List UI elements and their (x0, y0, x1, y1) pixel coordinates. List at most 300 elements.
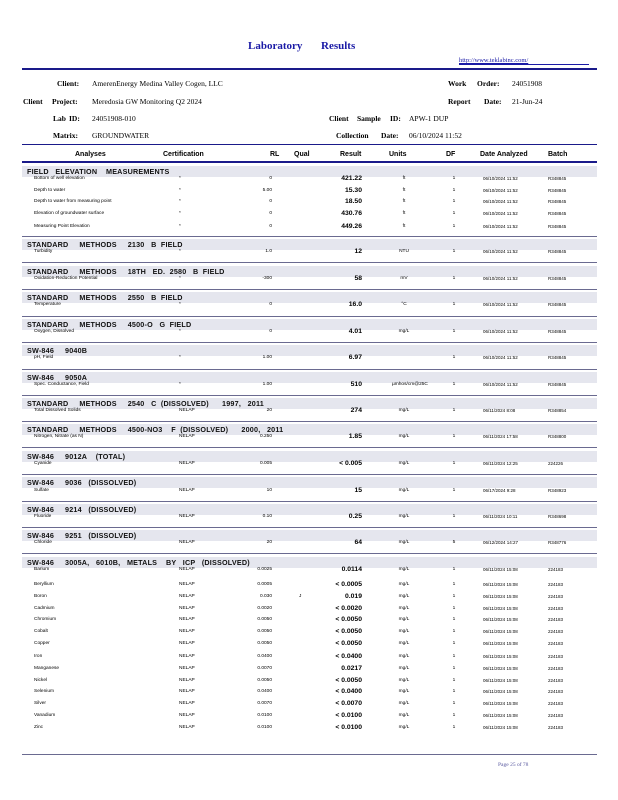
df-cell: 1 (452, 434, 456, 439)
table-row (0, 176, 618, 188)
rl-cell: 0.0050 (257, 629, 272, 634)
table-row (0, 211, 618, 223)
analyte-name: Sulfate (34, 488, 49, 493)
date-analyzed-cell: 06/11/2024 15:08 (483, 689, 518, 694)
rl-cell: 1.00 (262, 382, 272, 387)
table-row (0, 329, 618, 341)
certification-cell: NELAP (179, 461, 195, 466)
collection-date-value: 06/10/2024 11:52 (409, 131, 462, 140)
table-row (0, 725, 618, 737)
result-cell: 0.019 (344, 593, 362, 600)
table-row (0, 199, 618, 211)
table-row (0, 302, 618, 314)
df-cell: 1 (452, 641, 456, 646)
certification-cell: NELAP (179, 434, 195, 439)
batch-cell: 224183 (548, 713, 564, 718)
certification-cell: NELAP (179, 514, 195, 519)
date-analyzed-cell: 06/11/2024 15:08 (483, 629, 518, 634)
analyte-name: Beryllium (34, 582, 54, 587)
date-analyzed-cell: 06/12/2024 14:27 (483, 540, 519, 545)
certification-cell: * (179, 211, 181, 216)
batch-cell: 224183 (548, 606, 564, 611)
client-value: AmerenEnergy Medina Valley Cogen, LLC (92, 79, 223, 88)
rl-cell: 0.0100 (257, 725, 272, 730)
date-analyzed-cell: 06/11/2024 15:08 (483, 641, 518, 646)
col-rl: RL (270, 151, 280, 158)
batch-cell: R348845 (548, 329, 567, 334)
client-sample-label-2: Sample (357, 114, 381, 123)
rl-cell: 0.0050 (257, 617, 272, 622)
batch-cell: R348845 (548, 302, 567, 307)
rl-cell: 20 (266, 408, 272, 413)
units-cell: mg/L (398, 567, 410, 572)
date-analyzed-cell: 06/11/2024 8:08 (483, 408, 516, 413)
table-row (0, 713, 618, 725)
header-top-rule (22, 68, 597, 70)
work-label: Work (448, 79, 467, 88)
certification-cell: NELAP (179, 629, 195, 634)
client-sample-label-1: Client (329, 114, 349, 123)
batch-cell: 224183 (548, 641, 564, 646)
result-cell: 58 (354, 275, 362, 282)
result-cell: 15 (354, 487, 362, 494)
table-row (0, 701, 618, 713)
table-row (0, 408, 618, 420)
batch-cell: R348800 (548, 434, 567, 439)
batch-cell: 224183 (548, 725, 564, 730)
units-cell: mg/L (398, 594, 410, 599)
result-cell: 0.0114 (341, 566, 362, 573)
date-analyzed-cell: 06/10/2024 11:52 (483, 249, 518, 254)
certification-cell: NELAP (179, 689, 195, 694)
client-sample-id-label: ID: (390, 114, 401, 123)
result-cell: 18.50 (344, 198, 362, 205)
date-analyzed-cell: 06/11/2024 12:25 (483, 461, 518, 466)
date-analyzed-cell: 06/10/2024 11:52 (483, 199, 518, 204)
table-row (0, 629, 618, 641)
certification-cell: * (179, 188, 181, 193)
units-cell: ft (402, 188, 406, 193)
rl-cell: 10 (266, 488, 272, 493)
batch-cell: 224226 (548, 461, 564, 466)
certification-cell: * (179, 276, 181, 281)
df-cell: 1 (452, 606, 456, 611)
section-separator (22, 262, 597, 263)
df-cell: 1 (452, 701, 456, 706)
rl-cell: 0 (269, 302, 272, 307)
df-cell: 1 (452, 176, 456, 181)
certification-cell: NELAP (179, 540, 195, 545)
section-separator (22, 421, 597, 422)
certification-cell: * (179, 355, 181, 360)
rl-cell: 0 (269, 176, 272, 181)
date-analyzed-cell: 06/11/2024 15:08 (483, 617, 518, 622)
client-sample-value: APW-1 DUP (409, 114, 449, 123)
df-cell: 1 (452, 408, 456, 413)
certification-cell: * (179, 199, 181, 204)
analyte-name: Nickel (34, 678, 48, 683)
result-cell: 274 (350, 407, 362, 414)
result-cell: < 0.005 (339, 460, 362, 467)
date-analyzed-cell: 06/11/2024 17:58 (483, 434, 518, 439)
table-row (0, 594, 618, 606)
result-cell: < 0.0020 (335, 605, 362, 612)
date-analyzed-cell: 06/11/2024 15:08 (483, 713, 518, 718)
date-analyzed-cell: 06/11/2024 15:08 (483, 666, 518, 671)
url-underline (459, 64, 589, 65)
table-row (0, 514, 618, 526)
table-row (0, 461, 618, 473)
lab-id-value: 24051908-010 (92, 114, 136, 123)
result-cell: 16.0 (348, 301, 362, 308)
batch-cell: 224183 (548, 582, 564, 587)
section-separator (22, 553, 597, 554)
analyte-name: Bottom of well elevation (34, 176, 85, 181)
report-title-right: Results (321, 40, 356, 52)
project-value: Meredosia GW Monitoring Q2 2024 (92, 97, 202, 106)
batch-cell: R348845 (548, 188, 567, 193)
section-title: STANDARD METHODS 4500-O G FIELD (27, 320, 192, 329)
df-cell: 1 (452, 594, 456, 599)
analyte-name: Depth to water (34, 188, 66, 193)
df-cell: 1 (452, 355, 456, 360)
section-separator (22, 501, 597, 502)
analyte-name: Nitrogen, Nitrate (as N) (34, 434, 84, 439)
certification-cell: NELAP (179, 725, 195, 730)
units-cell: mg/L (398, 713, 410, 718)
analyte-name: Elevation of groundwater surface (34, 211, 105, 216)
col-date-analyzed: Date Analyzed (480, 151, 528, 158)
analyte-name: Iron (34, 654, 43, 659)
table-row (0, 666, 618, 678)
date-analyzed-cell: 06/11/2024 15:08 (483, 701, 518, 706)
section-separator (22, 342, 597, 343)
rl-cell: 0.0100 (257, 713, 272, 718)
rl-cell: 0.0400 (257, 689, 272, 694)
analyte-name: Measuring Point Elevation (34, 224, 90, 229)
analyte-name: Vanadium (34, 713, 56, 718)
date-analyzed-cell: 06/11/2024 15:08 (483, 594, 518, 599)
df-cell: 1 (452, 382, 456, 387)
units-cell: mg/L (398, 701, 410, 706)
section-title: STANDARD METHODS 18TH ED. 2580 B FIELD (27, 267, 225, 276)
result-cell: 430.76 (341, 210, 362, 217)
table-row (0, 641, 618, 653)
date-analyzed-cell: 06/10/2024 11:52 (483, 211, 518, 216)
analyte-name: Spec. Conductance, Field (34, 382, 89, 387)
section-title: STANDARD METHODS 2130 B FIELD (27, 240, 183, 249)
table-row (0, 540, 618, 552)
batch-cell: 224183 (548, 678, 564, 683)
section-separator (22, 447, 597, 448)
col-batch: Batch (548, 151, 568, 158)
units-cell: mg/L (398, 461, 410, 466)
result-cell: 0.0217 (341, 665, 362, 672)
column-header-rule (22, 161, 597, 163)
certification-cell: * (179, 382, 181, 387)
date-analyzed-cell: 06/11/2024 10:11 (483, 514, 518, 519)
table-row (0, 249, 618, 261)
units-cell: mg/L (398, 725, 410, 730)
certification-cell: * (179, 302, 181, 307)
df-cell: 1 (452, 678, 456, 683)
date-analyzed-cell: 06/10/2024 11:52 (483, 302, 518, 307)
date-analyzed-cell: 06/10/2024 11:52 (483, 355, 518, 360)
df-cell: 1 (452, 249, 456, 254)
batch-cell: 224183 (548, 701, 564, 706)
rl-cell: -300 (262, 276, 272, 281)
report-date-label: Date: (484, 97, 502, 106)
result-cell: < 0.0100 (335, 724, 362, 731)
units-cell: NTU (399, 249, 409, 254)
certification-cell: NELAP (179, 408, 195, 413)
rl-cell: 0.005 (259, 461, 272, 466)
date-analyzed-cell: 06/11/2024 15:08 (483, 582, 518, 587)
date-analyzed-cell: 06/10/2024 11:52 (483, 188, 518, 193)
table-row (0, 567, 618, 579)
df-cell: 1 (452, 666, 456, 671)
table-row (0, 689, 618, 701)
result-cell: 4.01 (348, 328, 362, 335)
units-cell: mg/L (398, 606, 410, 611)
report-date-value: 21-Jun-24 (512, 97, 543, 106)
table-row (0, 488, 618, 500)
result-cell: 510 (350, 381, 362, 388)
rl-cell: 0.0005 (257, 582, 272, 587)
units-cell: mg/L (398, 582, 410, 587)
collection-date-label: Date: (381, 131, 399, 140)
units-cell: mg/L (398, 629, 410, 634)
rl-cell: 0 (269, 199, 272, 204)
batch-cell: R348845 (548, 382, 567, 387)
result-cell: < 0.0050 (335, 616, 362, 623)
df-cell: 1 (452, 567, 456, 572)
section-title: SW-846 9012A (TOTAL) (27, 452, 126, 461)
batch-cell: 224183 (548, 666, 564, 671)
units-cell: mg/L (398, 617, 410, 622)
analyte-name: Barium (34, 567, 50, 572)
batch-cell: 224183 (548, 629, 564, 634)
units-cell: mg/L (398, 488, 410, 493)
result-cell: < 0.0100 (335, 712, 362, 719)
result-cell: 12 (354, 248, 362, 255)
certification-cell: * (179, 224, 181, 229)
order-value: 24051908 (512, 79, 542, 88)
analyte-name: Cobalt (34, 629, 48, 634)
df-cell: 1 (452, 224, 456, 229)
table-row (0, 224, 618, 236)
df-cell: 1 (452, 629, 456, 634)
date-analyzed-cell: 06/10/2024 11:52 (483, 329, 518, 334)
date-analyzed-cell: 06/11/2024 15:08 (483, 725, 518, 730)
analyte-name: Cyanide (34, 461, 52, 466)
section-separator (22, 395, 597, 396)
section-title: STANDARD METHODS 4500-NO3 F (DISSOLVED) 2000, 2011 (27, 425, 284, 434)
certification-cell: NELAP (179, 617, 195, 622)
rl-cell: 0.0050 (257, 641, 272, 646)
section-title: SW-846 9251 (DISSOLVED) (27, 531, 137, 540)
rl-cell: 0.030 (259, 594, 272, 599)
client-label: Client: (57, 79, 80, 88)
section-title: SW-846 3005A, 6010B, METALS BY ICP (DISSOLVED) (27, 558, 250, 567)
df-cell: 1 (452, 199, 456, 204)
units-cell: mV (400, 276, 408, 281)
analyte-name: Fluoride (34, 514, 52, 519)
result-cell: 449.26 (341, 223, 362, 230)
df-cell: 1 (452, 713, 456, 718)
batch-cell: R348845 (548, 224, 567, 229)
report-title-left: Laboratory (248, 40, 303, 52)
col-analyses: Analyses (75, 151, 106, 158)
units-cell: ft (402, 211, 406, 216)
rl-cell: 0.10 (262, 514, 272, 519)
rl-cell: 0.0020 (257, 606, 272, 611)
rl-cell: 0.0400 (257, 654, 272, 659)
rl-cell: 5.00 (262, 188, 272, 193)
rl-cell: 0.0025 (257, 567, 272, 572)
header-bottom-rule (22, 144, 597, 145)
lab-label: Lab (53, 114, 66, 123)
df-cell: 1 (452, 329, 456, 334)
analyte-name: pH, Field (34, 355, 54, 360)
units-cell: µmhos/cm@25C (392, 382, 428, 387)
date-analyzed-cell: 06/11/2024 15:08 (483, 678, 518, 683)
rl-cell: 20 (266, 540, 272, 545)
df-cell: 1 (452, 725, 456, 730)
df-cell: 1 (452, 582, 456, 587)
date-analyzed-cell: 06/11/2024 15:08 (483, 654, 518, 659)
rl-cell: 0.0050 (257, 678, 272, 683)
table-row (0, 617, 618, 629)
footer-rule (22, 754, 597, 755)
units-cell: mg/L (398, 654, 410, 659)
result-cell: < 0.0070 (335, 700, 362, 707)
certification-cell: NELAP (179, 488, 195, 493)
client-project-label-1: Client (23, 97, 43, 106)
result-cell: 421.22 (341, 175, 362, 182)
lab-website-link[interactable]: http://www.teklabinc.com/ (459, 57, 529, 64)
table-row (0, 276, 618, 288)
result-cell: < 0.0050 (335, 628, 362, 635)
analyte-name: Manganese (34, 666, 60, 671)
analyte-name: Zinc (34, 725, 44, 730)
table-row (0, 355, 618, 367)
df-cell: 1 (452, 488, 456, 493)
units-cell: mg/L (398, 540, 410, 545)
result-cell: < 0.0400 (335, 653, 362, 660)
col-df: DF (446, 151, 456, 158)
certification-cell: NELAP (179, 641, 195, 646)
result-cell: < 0.0050 (335, 677, 362, 684)
df-cell: 1 (452, 188, 456, 193)
matrix-value: GROUNDWATER (92, 131, 150, 140)
units-cell: mg/L (398, 689, 410, 694)
rl-cell: 1.00 (262, 355, 272, 360)
batch-cell: R348923 (548, 488, 567, 493)
df-cell: 1 (452, 654, 456, 659)
rl-cell: 0.0070 (257, 666, 272, 671)
df-cell: 1 (452, 461, 456, 466)
section-title: SW-846 9214 (DISSOLVED) (27, 505, 137, 514)
units-cell: mg/L (398, 678, 410, 683)
certification-cell: NELAP (179, 567, 195, 572)
units-cell: mg/L (398, 408, 410, 413)
matrix-label: Matrix: (53, 131, 78, 140)
units-cell: mg/L (398, 329, 410, 334)
batch-cell: R348845 (548, 199, 567, 204)
batch-cell: R348776 (548, 540, 567, 545)
analyte-name: Silver (34, 701, 46, 706)
table-row (0, 434, 618, 446)
section-separator (22, 236, 597, 237)
table-row (0, 382, 618, 394)
df-cell: 1 (452, 302, 456, 307)
batch-cell: R348845 (548, 249, 567, 254)
project-label: Project: (52, 97, 78, 106)
batch-cell: R348845 (548, 176, 567, 181)
df-cell: 1 (452, 689, 456, 694)
df-cell: 5 (452, 540, 456, 545)
date-analyzed-cell: 06/11/2024 15:08 (483, 606, 518, 611)
analyte-name: Copper (34, 641, 50, 646)
section-separator (22, 369, 597, 370)
units-cell: mg/L (398, 641, 410, 646)
date-analyzed-cell: 06/17/2024 9:28 (483, 488, 516, 493)
units-cell: mg/L (398, 434, 410, 439)
result-cell: < 0.0050 (335, 640, 362, 647)
section-title: SW-846 9036 (DISSOLVED) (27, 478, 137, 487)
rl-cell: 1.0 (265, 249, 272, 254)
qual-cell: J (299, 594, 302, 599)
df-cell: 1 (452, 211, 456, 216)
batch-cell: 224183 (548, 567, 564, 572)
certification-cell: NELAP (179, 678, 195, 683)
date-analyzed-cell: 06/10/2024 11:52 (483, 224, 518, 229)
certification-cell: NELAP (179, 582, 195, 587)
batch-cell: R348845 (548, 211, 567, 216)
date-analyzed-cell: 06/10/2024 11:52 (483, 176, 518, 181)
batch-cell: 224183 (548, 617, 564, 622)
report-label: Report (448, 97, 471, 106)
date-analyzed-cell: 06/11/2024 15:08 (483, 567, 518, 572)
analyte-name: Oxygen, Dissolved (34, 329, 74, 334)
section-separator (22, 527, 597, 528)
col-certification: Certification (163, 151, 204, 158)
certification-cell: NELAP (179, 701, 195, 706)
analyte-name: Chloride (34, 540, 52, 545)
batch-cell: R348845 (548, 355, 567, 360)
result-cell: 64 (354, 539, 362, 546)
rl-cell: 0 (269, 329, 272, 334)
section-separator (22, 474, 597, 475)
batch-cell: 224183 (548, 654, 564, 659)
collection-label: Collection (336, 131, 369, 140)
order-label: Order: (477, 79, 500, 88)
analyte-name: Oxidation-Reduction Potential (34, 276, 98, 281)
result-cell: 15.30 (344, 187, 362, 194)
analyte-name: Selenium (34, 689, 54, 694)
certification-cell: NELAP (179, 654, 195, 659)
units-cell: mg/L (398, 666, 410, 671)
section-separator (22, 289, 597, 290)
df-cell: 1 (452, 617, 456, 622)
analyte-name: Temperature (34, 302, 61, 307)
section-title: STANDARD METHODS 2550 B FIELD (27, 293, 183, 302)
units-cell: mg/L (398, 514, 410, 519)
batch-cell: R348854 (548, 408, 567, 413)
analyte-name: Chromium (34, 617, 57, 622)
certification-cell: NELAP (179, 606, 195, 611)
